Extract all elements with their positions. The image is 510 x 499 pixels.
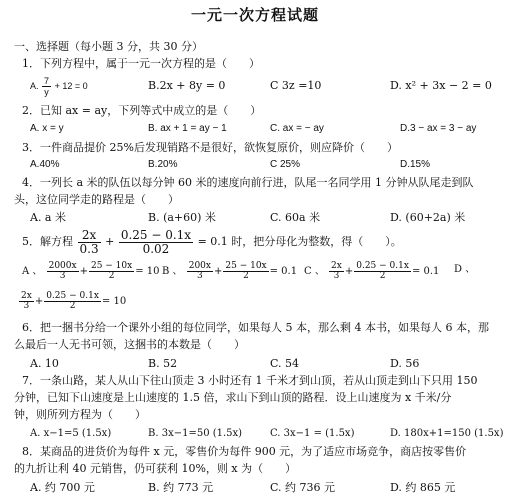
section-heading: 一、选择题（每小题 3 分，共 30 分） xyxy=(14,40,203,53)
question-4-stem-line1: 4．一列长 a 米的队伍以每分钟 60 米的速度向前行进，队尾一名同学用 1 分钟从队尾走到队 xyxy=(22,176,474,189)
option-b[interactable]: B. 3x−1=50 (1.5x) xyxy=(148,428,243,439)
option-c[interactable]: C. 3x−1 = (1.5x) xyxy=(270,428,355,439)
question-7-options xyxy=(30,426,504,442)
question-7-stem-line2: 分钟，已知下山速度是上山速度的 1.5 倍，求山下到山顶的路程．设上山速度为 x 千米/分 xyxy=(14,391,452,404)
option-a[interactable]: A 、 $\frac{2000x}{3}$ + $\frac{25 - 10x}{2}$ = 10 xyxy=(22,261,160,281)
question-5-stem: 5．解方程 $\frac{2x}{0.3}$ + $\frac{0.25 - 0.1x}{0.02}$ = 0.1 时，把分母化为整数，得（ ）。 xyxy=(22,227,402,256)
question-4-stem-line2: 头，这位同学走的路程是（ ） xyxy=(14,193,179,206)
option-d[interactable]: D. 56 xyxy=(390,357,420,370)
question-1-stem: 1．下列方程中，属于一元一次方程的是（ ） xyxy=(22,57,260,70)
question-1-options xyxy=(30,74,500,98)
option-b[interactable]: B. 约 773 元 xyxy=(148,481,214,494)
question-2-options xyxy=(30,121,500,137)
question-8-options xyxy=(30,480,500,496)
page-title: 一元一次方程试题 xyxy=(190,6,319,24)
option-c[interactable]: C. ax = − ay xyxy=(270,123,324,134)
option-a[interactable]: A. $\frac{7}{y}$ + 12 = 0 xyxy=(30,76,88,97)
option-a[interactable]: A. a 米 xyxy=(30,211,66,224)
question-7-stem-line1: 7．一条山路，某人从山下往山顶走 3 小时还有 1 千米才到山顶，若从山顶走到山下只用 150 xyxy=(22,374,478,387)
option-b[interactable]: B. ax + 1 = ay − 1 xyxy=(148,123,227,134)
option-a[interactable]: A. 约 700 元 xyxy=(30,481,95,494)
option-d[interactable]: D.3 − ax = 3 − ay xyxy=(400,123,477,134)
option-d[interactable]: D.15% xyxy=(400,159,431,170)
fraction: $\frac{0.25 - 0.1x}{0.02}$ xyxy=(120,227,192,256)
question-8-stem-line2: 的九折让利 40 元销售，仍可获利 10%，则 x 为（ ） xyxy=(14,462,297,475)
fraction: $\frac{7}{y}$ xyxy=(44,76,50,97)
option-a[interactable]: A. x−1=5 (1.5x) xyxy=(30,428,112,439)
option-d[interactable]: D. x² + 3x − 2 = 0 xyxy=(390,79,492,92)
option-c[interactable]: C 3z =10 xyxy=(270,79,322,92)
option-b[interactable]: B. (a+60) 米 xyxy=(148,211,216,224)
option-d[interactable]: $\frac{2x}{3}$ + $\frac{0.25 - 0.1x}{2}$ = 10 xyxy=(21,291,127,311)
fraction: $\frac{2x}{0.3}$ xyxy=(79,227,99,256)
question-5-options-row1 xyxy=(22,262,500,286)
option-d[interactable]: D. 约 865 元 xyxy=(390,481,456,494)
question-3-stem: 3．一件商品提价 25%后发现销路不是很好，欲恢复原价，则应降价（ ） xyxy=(22,141,398,154)
question-6-stem-line2: 么最后一人无书可领，这捆书的本数是（ ） xyxy=(14,338,245,351)
option-c[interactable]: C 、 $\frac{2x}{3}$ + $\frac{0.25 - 0.1x}{2}$ = 0.1 xyxy=(304,261,440,281)
question-6-stem-line1: 6．把一捆书分给一个课外小组的每位同学，如果每人 5 本，那么剩 4 本书，如果每人 6 本，那 xyxy=(22,321,489,334)
option-c[interactable]: C. 60a 米 xyxy=(270,211,321,224)
question-7-stem-line3: 钟，则所列方程为（ ） xyxy=(14,408,146,421)
question-6-options xyxy=(30,356,500,372)
option-b[interactable]: B. 52 xyxy=(148,357,178,370)
option-a[interactable]: A. x = y xyxy=(30,123,64,134)
option-d[interactable]: D. 180x+1=150 (1.5x) xyxy=(390,428,504,439)
option-a[interactable]: A. 10 xyxy=(30,357,59,370)
option-b[interactable]: B 、 $\frac{200x}{3}$ + $\frac{25 - 10x}{2}$ = 0.1 xyxy=(162,261,298,281)
question-4-options xyxy=(30,210,500,226)
question-5-options-row2 xyxy=(18,292,500,316)
option-b[interactable]: B.20% xyxy=(148,159,178,170)
question-8-stem-line1: 8．某商品的进货价为每件 x 元，零售价为每件 900 元，为了适应市场竞争，商店按零售价 xyxy=(22,445,467,458)
option-c[interactable]: C. 54 xyxy=(270,357,300,370)
question-3-options xyxy=(30,157,500,173)
option-d-label[interactable]: D 、 xyxy=(454,264,476,275)
option-d[interactable]: D. (60+2a) 米 xyxy=(390,211,466,224)
option-b[interactable]: B.2x + 8y = 0 xyxy=(148,79,226,92)
option-c[interactable]: C 25% xyxy=(270,159,301,170)
option-c[interactable]: C. 约 736 元 xyxy=(270,481,336,494)
option-a[interactable]: A.40% xyxy=(30,159,60,170)
question-2-stem: 2．已知 ax = ay，下列等式中成立的是（ ） xyxy=(22,104,262,117)
